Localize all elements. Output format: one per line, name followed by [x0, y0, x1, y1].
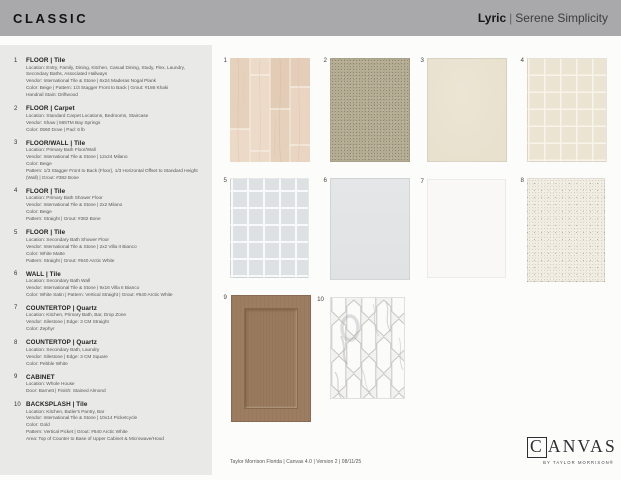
- material-item-10: [0, 401, 206, 444]
- material-item-2: [0, 105, 206, 134]
- material-detail: Pattern: Vertical Picket | Grout: #640 Arctic White: [26, 430, 128, 436]
- material-item-4: [0, 188, 206, 224]
- swatch-5-villa-bianco-mosaic-tile: [230, 178, 309, 278]
- collection-title: [478, 11, 608, 25]
- material-item-3: [0, 140, 206, 183]
- material-detail: Color: Beige: [26, 210, 52, 216]
- swatch-7-number: 7: [420, 178, 424, 185]
- material-detail: Color: Beige | Pattern: 1/3 Stagger Front to Back | Grout: #186 Khaki: [26, 86, 169, 92]
- materials-list-panel: [0, 45, 212, 475]
- picket-tile-graphic: [331, 298, 405, 399]
- material-detail: Color: White Matte: [26, 251, 65, 257]
- canvas-logo: [527, 437, 615, 465]
- collection-subtitle: Serene Simplicity: [515, 11, 608, 25]
- swatch-1-number: 1: [223, 57, 227, 64]
- material-detail: Location: Secondary Bath, Laundry: [26, 347, 100, 353]
- material-item-1: [0, 57, 206, 100]
- material-item-7: [0, 305, 206, 334]
- cabinet-door-panel: [244, 308, 298, 409]
- wood-plank-graphic: [230, 58, 310, 162]
- footer-version-note: Taylor Morrison Florida | Canvas 4.0 | Version 2 | 08/11/25: [230, 459, 362, 465]
- swatch-3-number: 3: [420, 57, 424, 64]
- material-detail: Vendor: International Tile & Stone | 10x14 Picketcycle: [26, 416, 138, 422]
- material-detail: Pattern: Straight | Grout: #640 Arctic White: [26, 258, 115, 264]
- material-detail: Area: Top of Counter to Base of Upper Cabinet & Microwave/Hood: [26, 437, 164, 443]
- material-detail: Pattern: Straight | Grout: #382 Bone: [26, 217, 101, 223]
- swatch-8-pebble-white-quartz: [527, 178, 605, 282]
- material-item-9: [0, 374, 206, 396]
- material-number: 1: [14, 57, 18, 64]
- header-bar: [0, 0, 621, 36]
- material-number: 6: [14, 271, 18, 278]
- swatch-2-carpet: [330, 58, 410, 162]
- material-detail: Location: Entry, Family, Dining, Kitchen, Casual Dining, Study, Flex, Laundry, Secondary Baths, Associated Hallways: [26, 65, 185, 78]
- material-item-8: [0, 339, 206, 368]
- swatch-4-number: 4: [520, 57, 524, 64]
- canvas-logo-rest: ANVAS: [547, 436, 617, 456]
- material-title: COUNTERTOP | Quartz: [26, 339, 97, 347]
- canvas-logo-wordmark: [527, 437, 615, 458]
- material-detail: Vendor: International Tile & Stone | 2x2 Milano: [26, 203, 123, 209]
- material-number: 4: [14, 188, 18, 195]
- material-detail: Location: Primary Bath Floor/Wall: [26, 148, 96, 154]
- material-number: 10: [14, 401, 21, 408]
- swatch-8-number: 8: [520, 177, 524, 184]
- material-detail: Location: Primary Bath Shower Floor: [26, 196, 103, 202]
- material-detail: Location: Kitchen, Butler's Pantry, Bar: [26, 409, 105, 415]
- material-number: 3: [14, 140, 18, 147]
- swatch-9-cabinet-door: [231, 295, 311, 422]
- material-detail: Pattern: 1/3 Stagger Front to Back (Floor), 1/3 Horizontal Offset to Standard Height (Wall) | Grout: #382 Bone: [26, 168, 198, 181]
- material-detail: Vendor: International Tile & Stone | 6x24 Maderas Nogal Plank: [26, 79, 156, 85]
- swatch-6-villa-bianco-wall-tile: [330, 178, 410, 280]
- material-detail: Vendor: Silestone | Edge: 3 CM Square: [26, 354, 108, 360]
- material-title: FLOOR | Carpet: [26, 105, 75, 113]
- swatch-1-wood-plank-tile: [230, 58, 310, 162]
- material-detail: Location: Whole House: [26, 382, 75, 388]
- collection-divider: |: [509, 11, 513, 25]
- material-title: BACKSPLASH | Tile: [26, 401, 88, 408]
- material-detail: Location: Secondary Bath Wall: [26, 279, 90, 285]
- material-number: 2: [14, 105, 18, 112]
- canvas-logo-subtitle: BY TAYLOR MORRISON®: [543, 459, 614, 465]
- material-title: COUNTERTOP | Quartz: [26, 304, 97, 312]
- material-detail: Location: Secondary Bath Shower Floor: [26, 237, 109, 243]
- swatch-9-number: 9: [223, 294, 227, 301]
- swatch-10-picket-backsplash-tile: [330, 297, 405, 399]
- material-detail: Color: Zephyr: [26, 327, 55, 333]
- material-detail: Color: 0560 Dove | Pad: 6 lb: [26, 127, 85, 133]
- material-number: 7: [14, 305, 18, 312]
- material-item-6: [0, 271, 206, 300]
- material-item-5: [0, 229, 206, 265]
- material-detail: Location: Standard Carpet Locations, Bedrooms, Staircase: [26, 113, 149, 119]
- material-detail: Handrail Stain: Driftwood: [26, 93, 78, 99]
- swatch-10-number: 10: [317, 296, 324, 303]
- material-title: CABINET: [26, 373, 55, 381]
- material-detail: Vendor: International Tile & Stone | 9x16 Villa II Bianco: [26, 285, 140, 291]
- material-title: FLOOR/WALL | Tile: [26, 139, 86, 147]
- canvas-logo-boxed-c: C: [527, 437, 547, 458]
- package-title: CLASSIC: [13, 10, 89, 26]
- material-detail: Color: White Satin | Pattern: Vertical Straight | Grout: #640 Arctic White: [26, 292, 173, 298]
- material-detail: Color: Beige: [26, 162, 52, 168]
- swatch-7-zephyr-quartz: [427, 179, 506, 278]
- material-detail: Vendor: Shaw | 565TM Bay Springs: [26, 120, 101, 126]
- material-detail: Location: Kitchen, Primary Bath, Bar, Drop Zone: [26, 313, 127, 319]
- material-number: 9: [14, 374, 18, 381]
- swatch-4-milano-mosaic-tile: [527, 58, 607, 162]
- material-detail: Vendor: International Tile & Stone | 2x2 Villa II Bianco: [26, 244, 137, 250]
- material-detail: Vendor: International Tile & Stone | 12x24 Milano: [26, 155, 128, 161]
- material-title: FLOOR | Tile: [26, 57, 66, 64]
- swatch-6-number: 6: [323, 177, 327, 184]
- swatch-5-number: 5: [223, 177, 227, 184]
- swatch-3-milano-tile: [427, 58, 507, 162]
- material-detail: Color: Pebble White: [26, 361, 68, 367]
- material-title: FLOOR | Tile: [26, 229, 66, 237]
- material-title: FLOOR | Tile: [26, 187, 66, 195]
- material-number: 8: [14, 339, 18, 346]
- material-detail: Vendor: Silestone | Edge: 3 CM Straight: [26, 320, 109, 326]
- collection-name: Lyric: [477, 11, 507, 25]
- swatch-2-number: 2: [323, 57, 327, 64]
- material-title: WALL | Tile: [26, 270, 61, 278]
- material-detail: Door: Barnett | Finish: Stained Almond: [26, 389, 106, 395]
- material-detail: Color: Gold: [26, 423, 50, 429]
- material-number: 5: [14, 229, 18, 236]
